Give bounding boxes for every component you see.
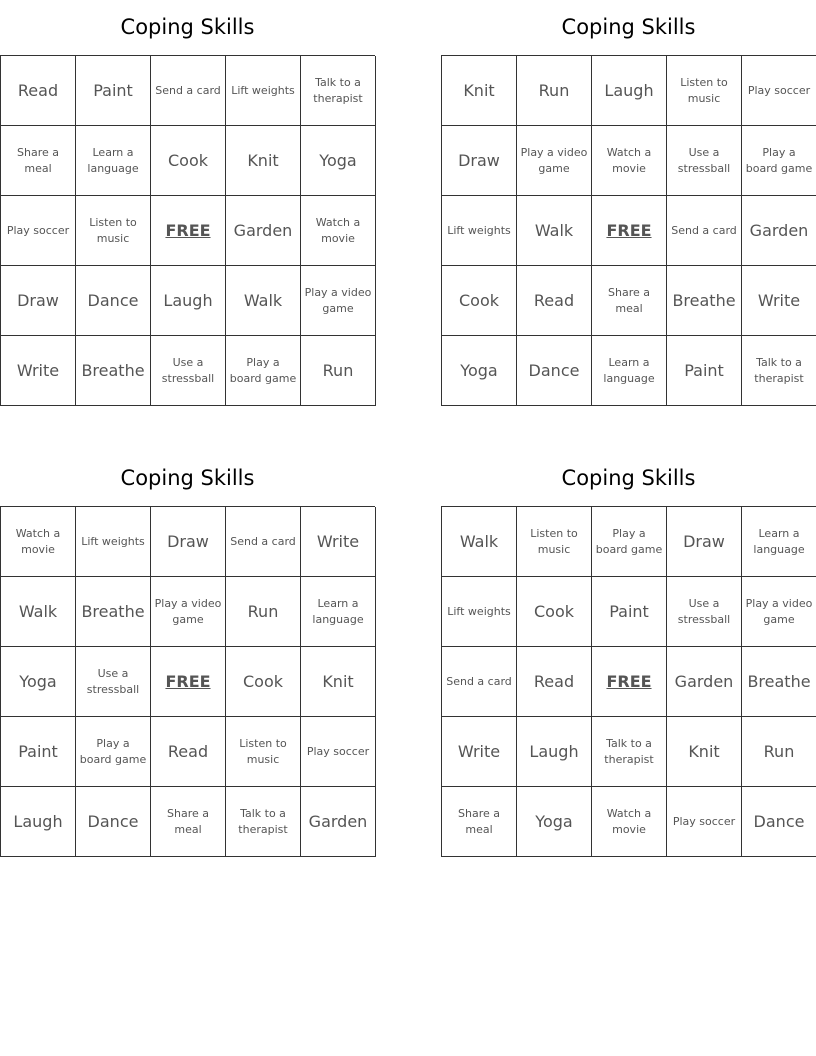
- bingo-cell: Read: [517, 266, 592, 336]
- bingo-cell: Talk to a therapist: [592, 717, 667, 787]
- bingo-cell: Walk: [1, 577, 76, 647]
- bingo-cell: Send a card: [442, 647, 517, 717]
- bingo-cell: Dance: [742, 787, 816, 857]
- bingo-cell: Yoga: [301, 126, 376, 196]
- bingo-cell: Play a board game: [742, 126, 816, 196]
- bingo-cell: Draw: [442, 126, 517, 196]
- bingo-cell: Play a video game: [151, 577, 226, 647]
- bingo-cell: Send a card: [226, 507, 301, 577]
- bingo-cell: Run: [742, 717, 816, 787]
- bingo-cell: Send a card: [151, 56, 226, 126]
- bingo-cell: Draw: [151, 507, 226, 577]
- bingo-cell: Learn a language: [742, 507, 816, 577]
- bingo-cell: Garden: [226, 196, 301, 266]
- bingo-cell: Run: [517, 56, 592, 126]
- bingo-cell: Play soccer: [301, 717, 376, 787]
- bingo-cell: Play a board game: [226, 336, 301, 406]
- bingo-cell: Talk to a therapist: [226, 787, 301, 857]
- bingo-cell: Breathe: [76, 336, 151, 406]
- bingo-cell: Play a board game: [76, 717, 151, 787]
- bingo-cell: Dance: [517, 336, 592, 406]
- bingo-cell: Knit: [667, 717, 742, 787]
- bingo-cell: Knit: [301, 647, 376, 717]
- free-space-cell: FREE: [592, 647, 667, 717]
- bingo-cell: Walk: [517, 196, 592, 266]
- bingo-cell: Draw: [1, 266, 76, 336]
- bingo-cell: Read: [517, 647, 592, 717]
- bingo-cell: Play a video game: [517, 126, 592, 196]
- bingo-cell: Cook: [226, 647, 301, 717]
- bingo-grid: [0, 55, 375, 406]
- bingo-cell: Garden: [301, 787, 376, 857]
- bingo-cell: Write: [442, 717, 517, 787]
- bingo-cell: Garden: [742, 196, 816, 266]
- bingo-cell: Paint: [1, 717, 76, 787]
- bingo-cell: Listen to music: [76, 196, 151, 266]
- bingo-cell: Share a meal: [592, 266, 667, 336]
- free-space-cell: FREE: [151, 196, 226, 266]
- bingo-cell: Watch a movie: [1, 507, 76, 577]
- bingo-cell: Laugh: [517, 717, 592, 787]
- bingo-card-3: [0, 465, 375, 857]
- free-space-cell: FREE: [151, 647, 226, 717]
- bingo-card-2: [441, 14, 816, 406]
- bingo-cell: Run: [226, 577, 301, 647]
- bingo-cell: Paint: [76, 56, 151, 126]
- bingo-cell: Paint: [667, 336, 742, 406]
- bingo-cell: Learn a language: [592, 336, 667, 406]
- card-title: Coping Skills: [120, 15, 255, 39]
- bingo-cell: Knit: [442, 56, 517, 126]
- bingo-cell: Learn a language: [76, 126, 151, 196]
- bingo-cell: Write: [301, 507, 376, 577]
- bingo-cell: Run: [301, 336, 376, 406]
- bingo-cell: Watch a movie: [592, 126, 667, 196]
- bingo-cell: Lift weights: [442, 196, 517, 266]
- bingo-cell: Listen to music: [517, 507, 592, 577]
- bingo-cell: Breathe: [667, 266, 742, 336]
- bingo-cell: Play a video game: [742, 577, 816, 647]
- bingo-cell: Cook: [442, 266, 517, 336]
- bingo-cell: Play soccer: [1, 196, 76, 266]
- bingo-cell: Share a meal: [1, 126, 76, 196]
- bingo-cell: Dance: [76, 787, 151, 857]
- bingo-cell: Write: [742, 266, 816, 336]
- bingo-cell: Play a board game: [592, 507, 667, 577]
- bingo-grid: [441, 506, 816, 857]
- bingo-cell: Breathe: [742, 647, 816, 717]
- bingo-card-4: [441, 465, 816, 857]
- card-title: Coping Skills: [561, 15, 696, 39]
- bingo-cell: Walk: [442, 507, 517, 577]
- bingo-cell: Play soccer: [742, 56, 816, 126]
- bingo-cell: Yoga: [442, 336, 517, 406]
- bingo-cell: Share a meal: [151, 787, 226, 857]
- bingo-grid: [441, 55, 816, 406]
- bingo-cell: Write: [1, 336, 76, 406]
- bingo-cell: Listen to music: [667, 56, 742, 126]
- bingo-cell: Dance: [76, 266, 151, 336]
- bingo-card-1: [0, 14, 375, 406]
- bingo-cell: Lift weights: [226, 56, 301, 126]
- bingo-cell: Walk: [226, 266, 301, 336]
- bingo-cell: Share a meal: [442, 787, 517, 857]
- bingo-cell: Garden: [667, 647, 742, 717]
- card-title: Coping Skills: [120, 466, 255, 490]
- bingo-cell: Lift weights: [76, 507, 151, 577]
- bingo-cell: Watch a movie: [301, 196, 376, 266]
- bingo-cell: Talk to a therapist: [301, 56, 376, 126]
- bingo-cell: Watch a movie: [592, 787, 667, 857]
- bingo-cell: Talk to a therapist: [742, 336, 816, 406]
- bingo-cell: Lift weights: [442, 577, 517, 647]
- bingo-cell: Yoga: [1, 647, 76, 717]
- bingo-cell: Paint: [592, 577, 667, 647]
- bingo-cell: Draw: [667, 507, 742, 577]
- bingo-cell: Play soccer: [667, 787, 742, 857]
- bingo-cell: Use a stressball: [667, 126, 742, 196]
- bingo-cell: Learn a language: [301, 577, 376, 647]
- bingo-cell: Yoga: [517, 787, 592, 857]
- bingo-cell: Use a stressball: [151, 336, 226, 406]
- bingo-cell: Knit: [226, 126, 301, 196]
- bingo-cell: Laugh: [592, 56, 667, 126]
- card-title: Coping Skills: [561, 466, 696, 490]
- bingo-cell: Laugh: [1, 787, 76, 857]
- bingo-cell: Laugh: [151, 266, 226, 336]
- bingo-cell: Cook: [151, 126, 226, 196]
- bingo-grid: [0, 506, 375, 857]
- bingo-cell: Use a stressball: [667, 577, 742, 647]
- bingo-cell: Cook: [517, 577, 592, 647]
- free-space-cell: FREE: [592, 196, 667, 266]
- bingo-cell: Use a stressball: [76, 647, 151, 717]
- bingo-cell: Listen to music: [226, 717, 301, 787]
- bingo-cell: Read: [1, 56, 76, 126]
- bingo-cell: Send a card: [667, 196, 742, 266]
- bingo-cell: Breathe: [76, 577, 151, 647]
- bingo-cell: Play a video game: [301, 266, 376, 336]
- bingo-cell: Read: [151, 717, 226, 787]
